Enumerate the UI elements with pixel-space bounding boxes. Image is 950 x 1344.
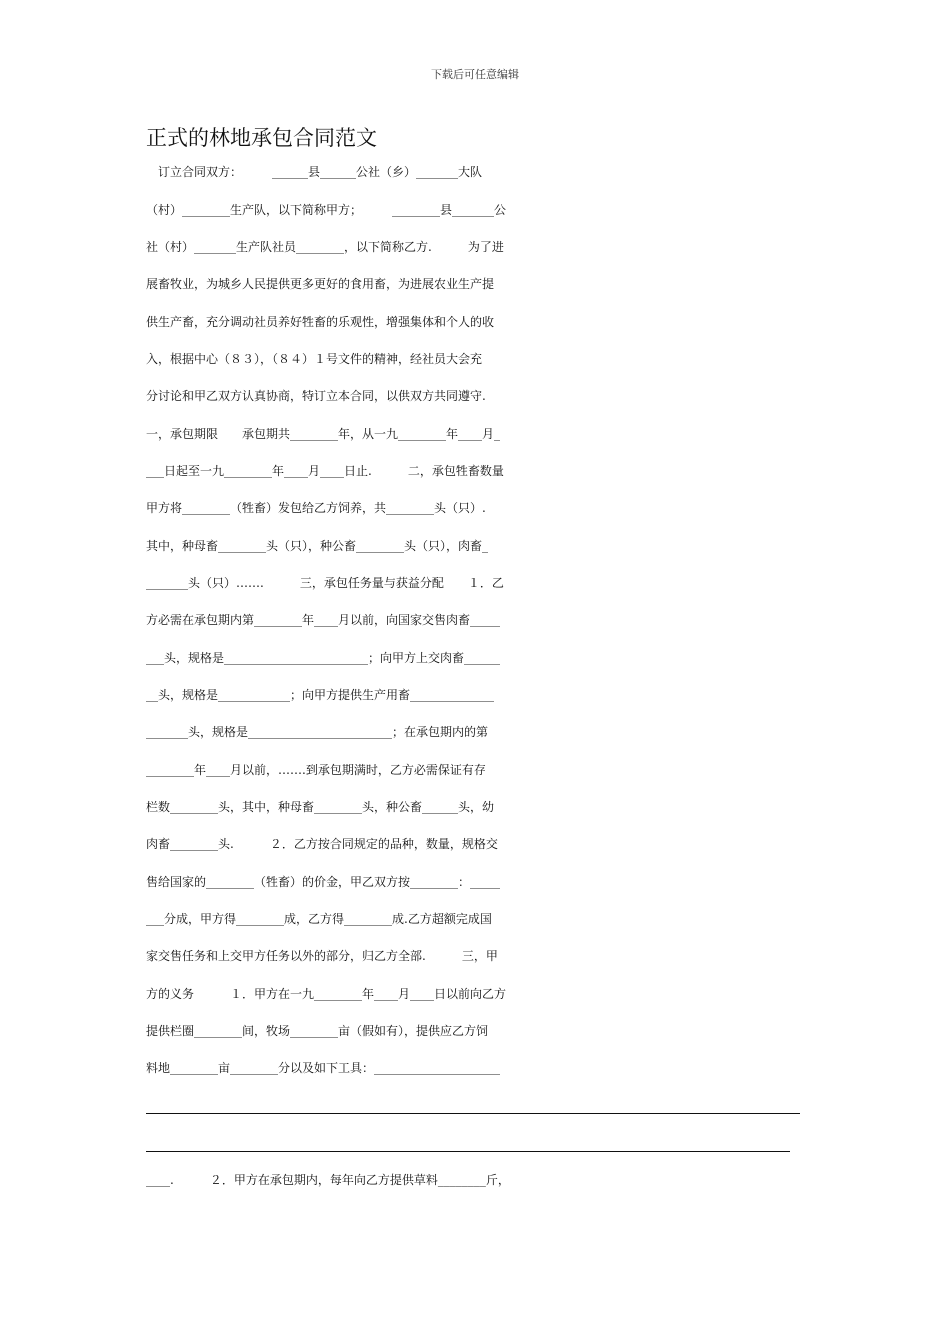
blank-fill-line — [146, 1113, 800, 1114]
body-line: 分讨论和甲乙双方认真协商，特订立本合同，以供双方共同遵守. — [146, 389, 486, 403]
body-line: 订立合同双方： ______县______公社（乡）_______大队 — [146, 165, 483, 179]
body-line: 提供栏圈________间，牧场________亩（假如有），提供应乙方饲 — [146, 1024, 489, 1038]
body-line: ___头，规格是________________________；向甲方上交肉畜______ — [146, 651, 501, 665]
body-line: 甲方将________（牲畜）发包给乙方饲养，共________头（只）. — [146, 501, 486, 515]
body-line: 展畜牧业，为城乡人民提供更多更好的食用畜，为进展农业生产提 — [146, 277, 495, 291]
body-line: _______头（只）……. 三，承包任务量与获益分配 １．乙 — [146, 576, 504, 590]
body-line-last: ____. ２．甲方在承包期内，每年向乙方提供草料________斤， — [146, 1173, 510, 1187]
body-line: 其中，种母畜________头（只），种公畜________头（只），肉畜_ — [146, 539, 489, 553]
body-line: 售给国家的________（牲畜）的价金，甲乙双方按________：_____ — [146, 875, 501, 889]
body-line: 栏数________头，其中，种母畜________头，种公畜______头，幼 — [146, 800, 495, 814]
body-line: ________年____月以前，…….到承包期满时，乙方必需保证有存 — [146, 763, 486, 777]
blank-fill-line — [146, 1151, 790, 1152]
body-line: 一，承包期限 承包期共________年，从一九________年____月_ — [146, 427, 501, 441]
body-line: __头，规格是____________；向甲方提供生产用畜______________ — [146, 688, 495, 702]
page-header: 下载后可任意编辑 — [431, 68, 519, 81]
body-line: _______头，规格是________________________；在承包期内的第 — [146, 725, 489, 739]
body-line: 入，根据中心（８３），（８４）１号文件的精神，经社员大会充 — [146, 352, 483, 366]
document-title: 正式的林地承包合同范文 — [146, 126, 377, 150]
body-line: 料地________亩________分以及如下工具：_____________________ — [146, 1061, 501, 1075]
body-line: 肉畜________头. ２．乙方按合同规定的品种，数量，规格交 — [146, 837, 498, 851]
body-line: 方必需在承包期内第________年____月以前，向国家交售肉畜_____ — [146, 613, 501, 627]
body-line: ___日起至一九________年____月____日止. 二，承包牲畜数量 — [146, 464, 504, 478]
body-line: （村）________生产队，以下简称甲方； ________县_______公 — [146, 203, 507, 217]
body-line: 家交售任务和上交甲方任务以外的部分，归乙方全部. 三，甲 — [146, 949, 498, 963]
body-line: 社（村）_______生产队社员________，以下简称乙方. 为了进 — [146, 240, 504, 254]
body-line: 供生产畜，充分调动社员养好牲畜的乐观性，增强集体和个人的收 — [146, 315, 495, 329]
body-line: ___分成，甲方得________成，乙方得________成.乙方超额完成国 — [146, 912, 492, 926]
body-line: 方的义务 １．甲方在一九________年____月____日以前向乙方 — [146, 987, 507, 1001]
